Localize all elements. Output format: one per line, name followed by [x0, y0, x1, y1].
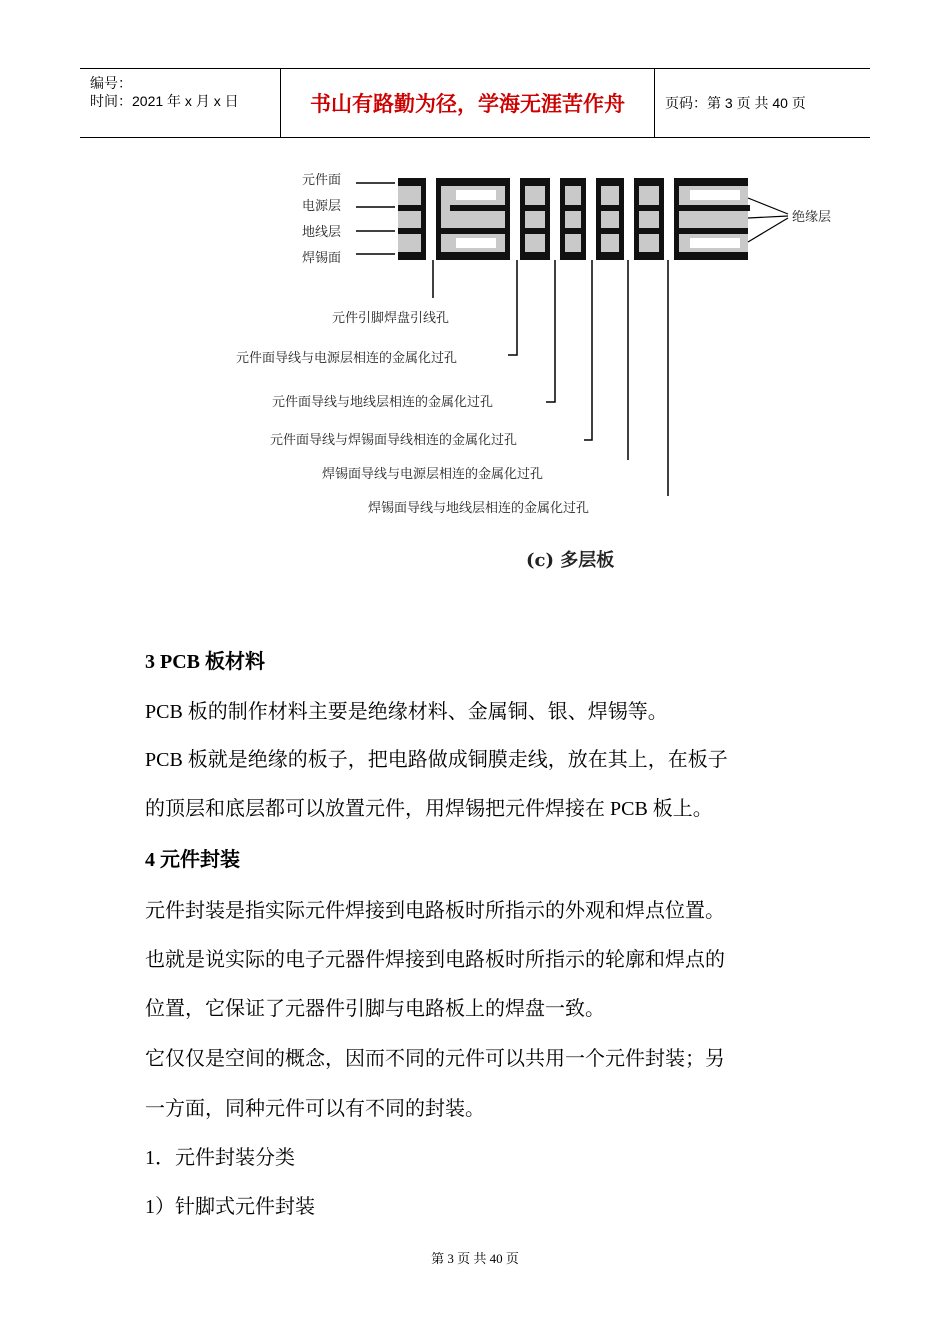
page-footer: 第 3 页 共 40 页	[431, 1251, 519, 1266]
doc-time-label: 时间：2021 年 x 月 x 日	[90, 93, 239, 109]
paragraph-concept-line2: 一方面，同种元件可以有不同的封装。	[145, 1098, 485, 1120]
layer-label-component-side: 元件面	[302, 173, 342, 188]
paragraph-materials: PCB 板的制作材料主要是绝缘材料、金属铜、银、焊锡等。	[145, 701, 668, 723]
layer-label-power: 电源层	[302, 199, 342, 214]
list-item-footprint-classification: 1．元件封装分类	[145, 1147, 295, 1169]
header-motto: 书山有路勤为径，学海无涯苦作舟	[281, 69, 655, 137]
multilayer-pcb-diagram	[220, 150, 832, 590]
via-label-bottom-to-power: 焊锡面导线与电源层相连的金属化过孔	[322, 467, 544, 482]
page-header	[80, 68, 870, 138]
paragraph-footprint-line3: 位置，它保证了元器件引脚与电路板上的焊盘一致。	[145, 998, 605, 1020]
layer-leaders	[356, 183, 395, 254]
insulation-arrows	[748, 198, 788, 242]
paragraph-concept-line1: 它仅仅是空间的概念，因而不同的元件可以共用一个元件封装；另	[145, 1048, 725, 1070]
header-page-info: 页码：第 3 页 共 40 页	[665, 95, 806, 111]
figure-caption: (c) 多层板	[526, 550, 615, 571]
via-label-top-to-ground: 元件面导线与地线层相连的金属化过孔	[272, 395, 494, 410]
via-label-top-to-bottom: 元件面导线与焊锡面导线相连的金属化过孔	[270, 433, 518, 448]
paragraph-footprint-line1: 元件封装是指实际元件焊接到电路板时所指示的外观和焊点位置。	[145, 900, 725, 922]
list-item-pin-through-hole: 1）针脚式元件封装	[145, 1196, 315, 1218]
layer-label-ground: 地线层	[302, 225, 342, 240]
insulation-label: 绝缘层	[792, 210, 832, 225]
doc-code-label: 编号：	[90, 75, 132, 91]
multilayer-pcb-figure	[220, 150, 832, 590]
paragraph-pcb-line1: PCB 板就是绝缘的板子，把电路做成铜膜走线，放在其上，在板子	[145, 749, 728, 771]
board-cross-section	[398, 178, 750, 260]
header-meta-cell	[80, 69, 281, 137]
via-label-top-to-power: 元件面导线与电源层相连的金属化过孔	[236, 351, 458, 366]
section-heading-footprint: 4 元件封装	[145, 849, 240, 871]
via-label-bottom-to-ground: 焊锡面导线与地线层相连的金属化过孔	[368, 501, 590, 516]
section-heading-pcb-material: 3 PCB 板材料	[145, 651, 265, 673]
layer-label-solder-side: 焊锡面	[302, 251, 342, 266]
via-leaders	[433, 260, 668, 496]
via-label-component-pin: 元件引脚焊盘引线孔	[332, 311, 450, 326]
paragraph-pcb-line2: 的顶层和底层都可以放置元件，用焊锡把元件焊接在 PCB 板上。	[145, 798, 713, 820]
paragraph-footprint-line2: 也就是说实际的电子元器件焊接到电路板时所指示的轮廓和焊点的	[145, 949, 725, 971]
